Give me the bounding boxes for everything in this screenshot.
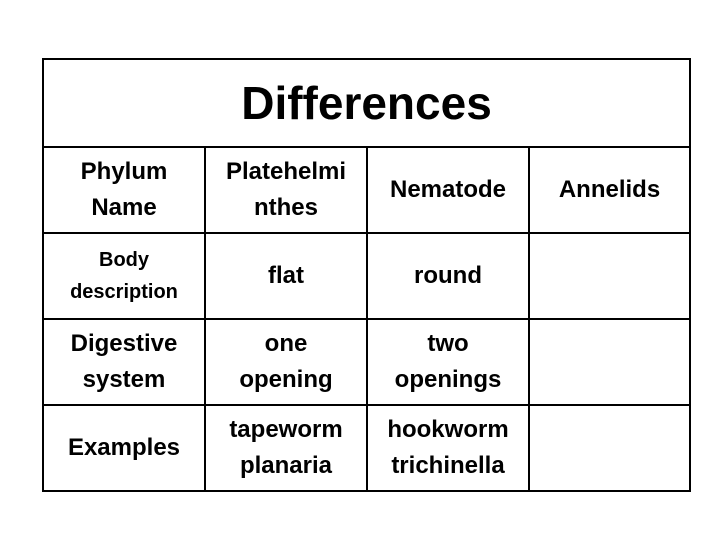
cell-line: trichinella xyxy=(391,452,505,479)
table-title: Differences xyxy=(43,59,690,147)
cell-annelids-digestive xyxy=(529,319,690,405)
cell-line: round xyxy=(414,262,482,289)
cell-platy-digestive xyxy=(205,319,367,405)
header-annelids xyxy=(529,147,690,233)
table-row-examples xyxy=(43,405,690,491)
header-nematode-line1: Nematode xyxy=(389,176,507,203)
cell-nematode-body xyxy=(367,233,529,319)
row-label-line1: Examples xyxy=(67,434,181,461)
header-nematode xyxy=(367,147,529,233)
table-row-body-description xyxy=(43,233,690,319)
cell-line: one xyxy=(264,330,308,357)
title-row xyxy=(43,59,690,147)
cell-line: planaria xyxy=(239,452,333,479)
cell-line: two xyxy=(427,330,469,357)
header-platyhelminthes xyxy=(205,147,367,233)
row-label-line1: Body xyxy=(99,249,149,271)
cell-platy-examples xyxy=(205,405,367,491)
cell-platy-body xyxy=(205,233,367,319)
cell-annelids-examples xyxy=(529,405,690,491)
cell-line: flat xyxy=(268,262,304,289)
cell-line: openings xyxy=(394,366,502,393)
header-phylum-line2: Name xyxy=(91,194,157,221)
cell-nematode-examples xyxy=(367,405,529,491)
row-label-line1: Digestive xyxy=(70,330,178,357)
cell-line: tapeworm xyxy=(229,416,343,443)
header-platy-line1: Platehelmi xyxy=(225,158,347,185)
table-row-digestive-system xyxy=(43,319,690,405)
header-phylum-name xyxy=(43,147,205,233)
cell-line: hookworm xyxy=(387,416,509,443)
header-platy-line2: nthes xyxy=(253,194,318,221)
row-label-line2: description xyxy=(70,281,178,303)
row-label-digestive-system xyxy=(43,319,205,405)
row-label-examples xyxy=(43,405,205,491)
header-phylum-line1: Phylum xyxy=(80,158,168,185)
header-annelids-line1: Annelids xyxy=(558,176,661,203)
differences-table xyxy=(42,58,691,492)
row-label-line2: system xyxy=(82,366,166,393)
cell-annelids-body xyxy=(529,233,690,319)
row-label-body-description xyxy=(43,233,205,319)
cell-line: opening xyxy=(239,366,333,393)
cell-nematode-digestive xyxy=(367,319,529,405)
header-row xyxy=(43,147,690,233)
